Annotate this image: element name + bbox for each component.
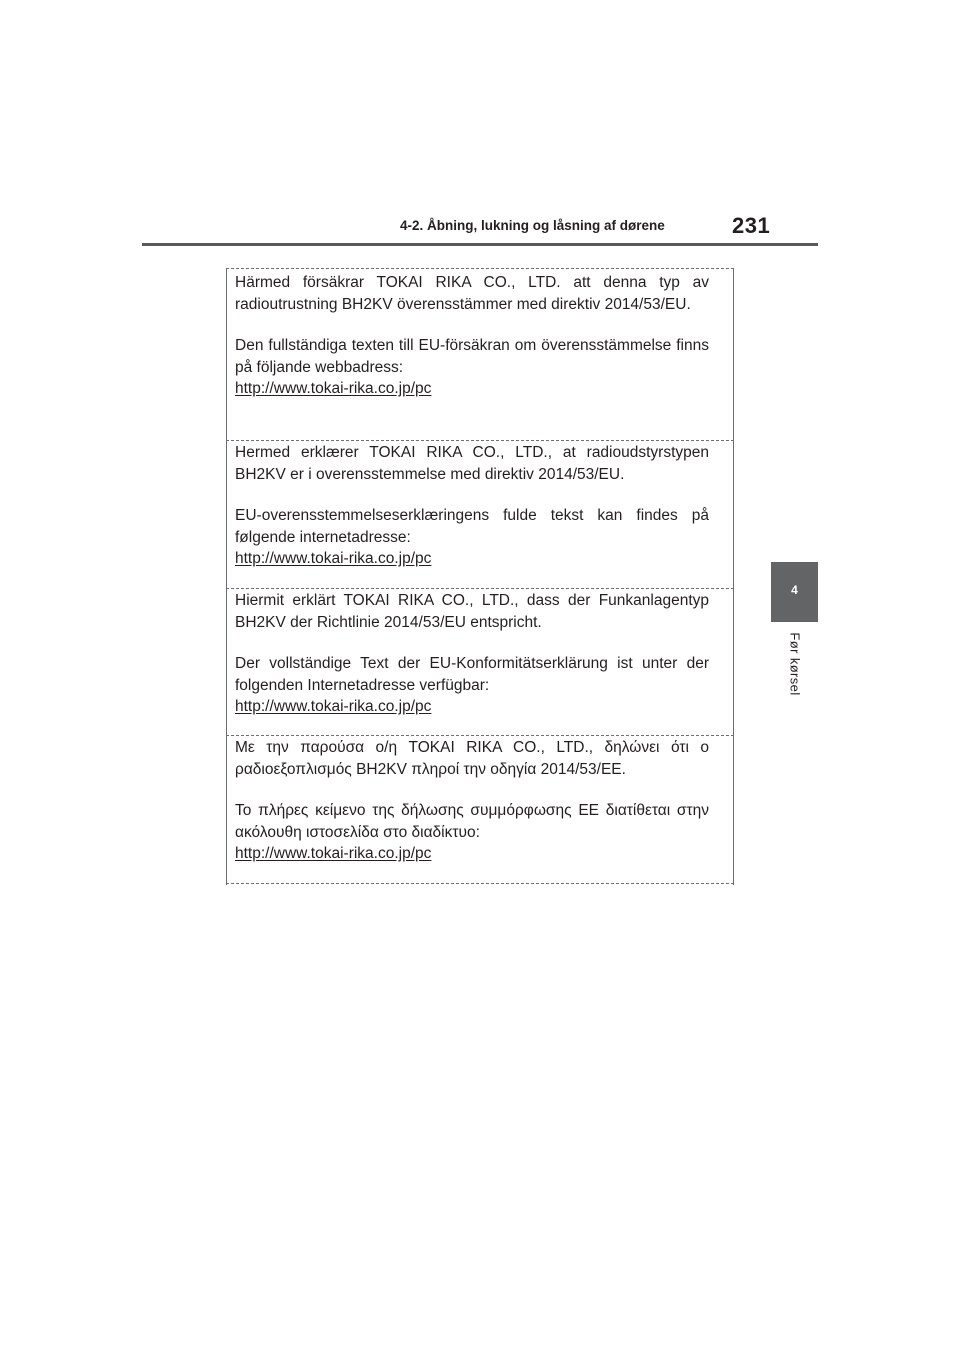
- declaration-statement: Με την παρούσα ο/η TOKAI RIKA CO., LTD., δηλώνει ότι ο ραδιοεξοπλισμός BH2KV πληροί την οδηγία 2014/53/ΕΕ.: [235, 739, 709, 778]
- declaration-danish: [235, 442, 709, 570]
- page-number: 231: [732, 213, 771, 238]
- declaration-info: Το πλήρες κείμενο της δήλωσης συμμόρφωσης ΕΕ διατίθεται στην ακόλουθη ιστοσελίδα στο διαδίκτυο:: [235, 802, 709, 841]
- chapter-tab: [771, 562, 818, 622]
- box-top-border: [226, 268, 734, 269]
- declaration-url-link[interactable]: http://www.tokai-rika.co.jp/pc: [235, 550, 432, 567]
- declaration-info: Den fullständiga texten till EU-försäkran om överensstämmelse finns på följande webbadress:: [235, 337, 709, 376]
- declaration-statement: Hiermit erklärt TOKAI RIKA CO., LTD., dass der Funkanlagentyp BH2KV der Richtlinie 2014/53/EU entspricht.: [235, 592, 709, 631]
- declaration-box: [226, 268, 734, 885]
- declaration-info: EU-overensstemmelseserklæringens fulde tekst kan findes på følgende internetadresse:: [235, 507, 709, 546]
- section-title: 4-2. Åbning, lukning og låsning af dørene: [400, 218, 665, 233]
- declaration-german: [235, 590, 709, 718]
- section-divider: [226, 440, 734, 441]
- chapter-label: Før kørsel: [787, 632, 803, 696]
- section-divider: [226, 735, 734, 736]
- header-divider: [142, 243, 818, 246]
- declaration-swedish: [235, 272, 709, 400]
- declaration-statement: Hermed erklærer TOKAI RIKA CO., LTD., at radioudstyrstypen BH2KV er i overensstemmelse med direktiv 2014/53/EU.: [235, 444, 709, 483]
- declaration-url-link[interactable]: http://www.tokai-rika.co.jp/pc: [235, 845, 432, 862]
- chapter-number: 4: [791, 583, 798, 597]
- box-bottom-border: [226, 883, 734, 884]
- declaration-greek: [235, 737, 709, 865]
- declaration-statement: Härmed försäkrar TOKAI RIKA CO., LTD. att denna typ av radioutrustning BH2KV överensstämmer med direktiv 2014/53/EU.: [235, 274, 709, 313]
- declaration-url-link[interactable]: http://www.tokai-rika.co.jp/pc: [235, 698, 432, 715]
- section-divider: [226, 588, 734, 589]
- declaration-url-link[interactable]: http://www.tokai-rika.co.jp/pc: [235, 380, 432, 397]
- declaration-info: Der vollständige Text der EU-Konformitätserklärung ist unter der folgenden Internetadresse verfügbar:: [235, 655, 709, 694]
